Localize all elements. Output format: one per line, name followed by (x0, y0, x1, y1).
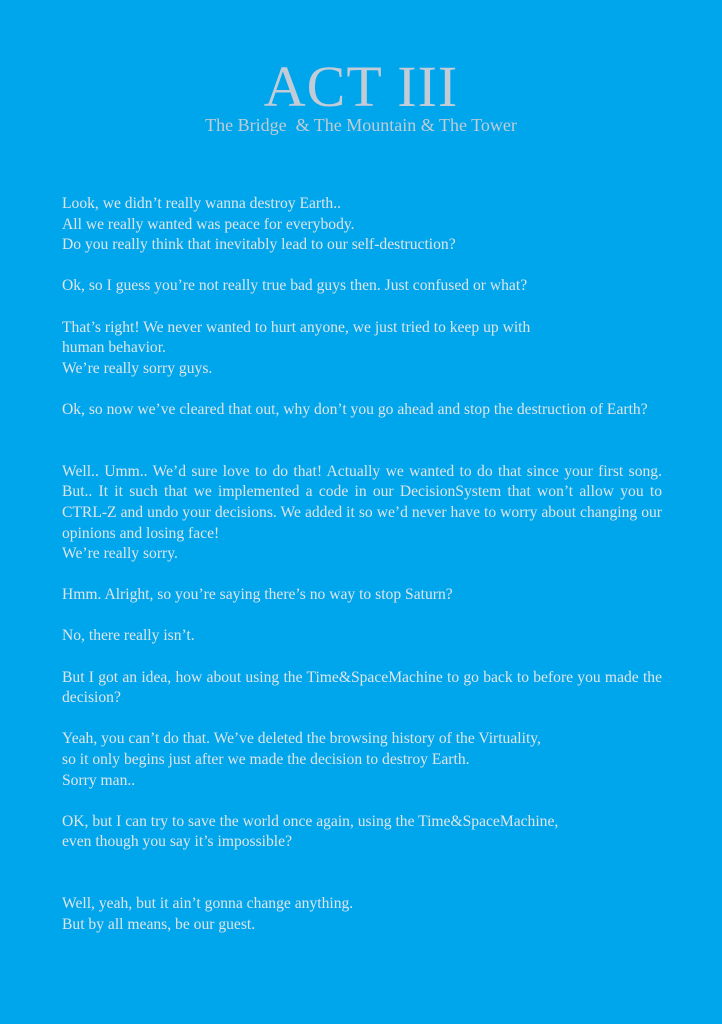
dialogue-paragraph (62, 626, 662, 647)
dialogue-line: human behavior. (62, 339, 166, 357)
dialogue-line: Ok, so now we’ve cleared that out, why don’t you go ahead and stop the destruction of Earth? (62, 400, 648, 418)
dialogue-line: even though you say it’s impossible? (62, 833, 292, 851)
dialogue-line: Well.. Umm.. We’d sure love to do that! Actually we wanted to do that since your first song. But.. It it such that we implemented a code in our DecisionSystem that won’t allow you to CTRL-Z and undo your decisions. We added it so we’d never have to worry about changing our opinions and losing face! (62, 462, 662, 542)
dialogue-line: Ok, so I guess you’re not really true bad guys then. Just confused or what? (62, 277, 528, 295)
dialogue-line: That’s right! We never wanted to hurt anyone, we just tried to keep up with (62, 318, 531, 336)
act-subtitle: The Bridge & The Mountain & The Tower (205, 115, 517, 135)
dialogue-paragraph (62, 894, 662, 935)
dialogue-paragraph (62, 194, 662, 256)
dialogue-body (62, 194, 662, 956)
dialogue-line: No, there really isn’t. (62, 627, 195, 645)
dialogue-paragraph (62, 668, 662, 709)
dialogue-line: OK, but I can try to save the world once again, using the Time&SpaceMachine, (62, 812, 559, 830)
dialogue-line: All we really wanted was peace for everybody. (62, 215, 355, 233)
dialogue-line: But by all means, be our guest. (62, 915, 256, 933)
dialogue-line: so it only begins just after we made the decision to destroy Earth. (62, 751, 470, 769)
dialogue-paragraph (62, 729, 662, 791)
dialogue-paragraph (62, 462, 662, 565)
dialogue-line: Sorry man.. (62, 771, 136, 789)
dialogue-line: Yeah, you can’t do that. We’ve deleted the browsing history of the Virtuality, (62, 730, 541, 748)
dialogue-line: Hmm. Alright, so you’re saying there’s no way to stop Saturn? (62, 586, 453, 604)
dialogue-paragraph (62, 585, 662, 606)
dialogue-paragraph (62, 276, 662, 297)
dialogue-line: We’re really sorry guys. (62, 359, 213, 377)
dialogue-line: But I got an idea, how about using the Time&SpaceMachine to go back to before you made the decision? (62, 668, 662, 707)
act-title: ACT III (263, 54, 459, 119)
dialogue-line: Well, yeah, but it ain’t gonna change anything. (62, 895, 354, 913)
dialogue-paragraph (62, 400, 662, 421)
dialogue-paragraph (62, 812, 662, 853)
dialogue-line: Do you really think that inevitably lead to our self-destruction? (62, 236, 456, 254)
dialogue-line: Look, we didn’t really wanna destroy Earth.. (62, 195, 342, 212)
dialogue-paragraph (62, 318, 662, 380)
dialogue-line: We’re really sorry. (62, 545, 178, 563)
